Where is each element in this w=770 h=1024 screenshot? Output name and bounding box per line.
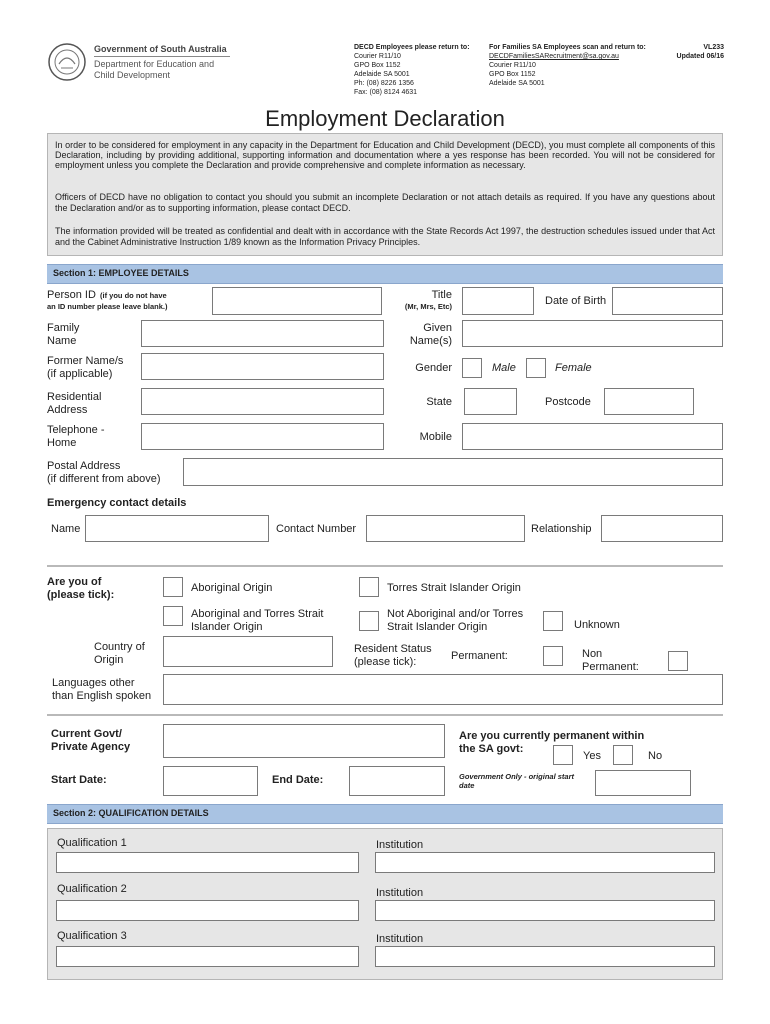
languages-input[interactable]	[163, 674, 723, 705]
gender-label: Gender	[415, 362, 452, 374]
telephone-input[interactable]	[141, 423, 384, 450]
person-id-label: Person ID	[47, 289, 96, 301]
family-name-label-2: Name	[47, 335, 77, 347]
postal-input[interactable]	[183, 458, 723, 486]
neither-origin-checkbox[interactable]	[359, 611, 379, 631]
given-names-label-2: Name(s)	[409, 335, 452, 347]
qualification-3-input[interactable]	[56, 946, 359, 967]
title-note: (Mr, Mrs, Etc)	[404, 302, 452, 311]
logo-line3: Child Development	[94, 70, 171, 80]
origin-question-1: Are you of	[47, 576, 102, 588]
institution-3-input[interactable]	[375, 946, 715, 967]
emergency-relationship-input[interactable]	[601, 515, 723, 542]
country-label	[94, 641, 145, 667]
qualification-2-label: Qualification 2	[57, 883, 127, 895]
agency-label-1: Current Govt/	[51, 728, 122, 740]
languages-label-1: Languages other	[52, 677, 135, 689]
family-name-input[interactable]	[141, 320, 384, 347]
govt-only-note-1: Government Only - original start	[459, 772, 575, 781]
resident-status-label-2: (please tick):	[354, 656, 417, 668]
families-email-link[interactable]: DECDFamiliesSARecruitment@sa.gov.au	[489, 53, 619, 60]
residential-label-2: Address	[47, 404, 88, 416]
former-name-input[interactable]	[141, 353, 384, 380]
postcode-label: Postcode	[545, 396, 591, 408]
decd-line: GPO Box 1152	[354, 62, 401, 69]
emergency-contact-input[interactable]	[366, 515, 525, 542]
both-origin-label-2: Islander Origin	[191, 621, 263, 633]
decd-line: Courier R11/10	[354, 53, 401, 60]
both-origin-checkbox[interactable]	[163, 606, 183, 626]
agency-input[interactable]	[163, 724, 445, 758]
permanent-checkbox[interactable]	[543, 646, 563, 666]
gender-male-checkbox[interactable]	[462, 358, 482, 378]
permanent-no-label: No	[648, 750, 663, 762]
title-label: Title	[431, 289, 452, 301]
intro-paragraph-3: The information provided will be treated as confidential and dealt with in accordance with the State Records Act 1997, the destruction schedules issued under that Act and the Cabinet Administrative Instruction 1/89 known as the Information Privacy Principles.	[55, 226, 715, 247]
both-origin-label-1: Aboriginal and Torres Strait	[191, 608, 324, 620]
aboriginal-checkbox[interactable]	[163, 577, 183, 597]
agency-label-2: Private Agency	[51, 741, 131, 753]
dob-label: Date of Birth	[545, 295, 607, 307]
postal-label	[47, 460, 161, 486]
given-names-label-1: Given	[423, 322, 452, 334]
end-date-label: End Date:	[272, 774, 324, 786]
family-name-label-1: Family	[47, 322, 80, 334]
decd-line: Adelaide SA 5001	[354, 71, 410, 78]
govt-start-date-input[interactable]	[595, 770, 691, 796]
qualification-2-input[interactable]	[56, 900, 359, 921]
emergency-contact-label: Contact Number	[276, 523, 357, 535]
telephone-label	[47, 424, 105, 450]
languages-label-2: than English spoken	[52, 690, 152, 702]
non-permanent-label	[582, 648, 639, 674]
family-name-label	[47, 322, 79, 348]
decd-line: Fax: (08) 8124 4631	[354, 89, 418, 96]
qualification-3-label: Qualification 3	[57, 930, 127, 942]
permanent-no-checkbox[interactable]	[613, 745, 633, 765]
govt-only-note-2: date	[459, 781, 475, 790]
origin-question	[47, 576, 114, 602]
section1-header	[47, 264, 723, 284]
section2-title: Section 2: QUALIFICATION DETAILS	[53, 808, 209, 818]
neither-origin-label	[387, 608, 523, 634]
permanent-question-1: Are you currently permanent within	[459, 730, 645, 742]
logo-line2: Department for Education and	[94, 59, 215, 69]
form-updated: Updated 06/16	[676, 53, 724, 60]
tsi-checkbox[interactable]	[359, 577, 379, 597]
unknown-origin-checkbox[interactable]	[543, 611, 563, 631]
both-origin-label	[191, 608, 323, 634]
decd-line: Ph: (08) 8226 1356	[354, 80, 414, 87]
postal-label-2: (if different from above)	[47, 473, 161, 485]
emergency-heading: Emergency contact details	[47, 497, 187, 509]
permanent-yes-label: Yes	[583, 750, 601, 762]
former-name-label	[47, 355, 123, 381]
institution-3-label: Institution	[376, 933, 424, 945]
postal-label-1: Postal Address	[47, 460, 121, 472]
intro-box	[47, 133, 723, 256]
title-input[interactable]	[462, 287, 534, 315]
gender-female-checkbox[interactable]	[526, 358, 546, 378]
languages-label	[52, 677, 151, 703]
end-date-input[interactable]	[349, 766, 445, 796]
former-name-label-2: (if applicable)	[47, 368, 113, 380]
government-logo	[47, 42, 237, 82]
resident-status-label	[354, 643, 432, 669]
state-input[interactable]	[464, 388, 517, 415]
start-date-input[interactable]	[163, 766, 258, 796]
sa-government-seal-icon	[47, 42, 89, 82]
mobile-input[interactable]	[462, 423, 723, 450]
residential-label-1: Residential	[47, 391, 102, 403]
section2-header	[47, 804, 723, 824]
decd-return-title: DECD Employees please return to:	[354, 44, 470, 51]
person-id-note	[100, 291, 167, 300]
unknown-origin-label: Unknown	[574, 619, 620, 631]
non-permanent-label-1: Non	[582, 648, 603, 660]
start-date-label: Start Date:	[51, 774, 107, 786]
former-name-label-1: Former Name/s	[47, 355, 124, 367]
postcode-input[interactable]	[604, 388, 694, 415]
non-permanent-label-2: Permanent:	[582, 661, 639, 673]
resident-status-label-1: Resident Status	[354, 643, 432, 655]
families-line: GPO Box 1152	[489, 71, 536, 78]
neither-origin-label-2: Strait Islander Origin	[387, 621, 488, 633]
permanent-yes-checkbox[interactable]	[553, 745, 573, 765]
residential-label	[47, 391, 101, 417]
dob-input[interactable]	[612, 287, 723, 315]
person-id-note-1: (if you do not have	[100, 291, 167, 300]
page-title: Employment Declaration	[265, 106, 505, 131]
institution-2-input[interactable]	[375, 900, 715, 921]
gender-male-label: Male	[492, 362, 516, 374]
families-line: Adelaide SA 5001	[489, 80, 545, 87]
aboriginal-label: Aboriginal Origin	[191, 582, 273, 594]
non-permanent-checkbox[interactable]	[668, 651, 688, 671]
intro-paragraph-2: Officers of DECD have no obligation to contact you should you submit an incomplete Declaration or not attach details as required. If you have any questions about the Declaration and/or as to supporting information, please contact DECD.	[55, 192, 715, 213]
divider	[47, 565, 723, 567]
emergency-name-label: Name	[51, 523, 81, 535]
govt-only-note	[459, 772, 574, 790]
country-label-1: Country of	[94, 641, 145, 653]
neither-origin-label-1: Not Aboriginal and/or Torres	[387, 608, 524, 620]
decd-return-address	[354, 43, 489, 97]
residential-input[interactable]	[141, 388, 384, 415]
institution-2-label: Institution	[376, 887, 424, 899]
divider	[47, 714, 723, 716]
given-names-input[interactable]	[462, 320, 723, 347]
section1-title: Section 1: EMPLOYEE DETAILS	[53, 268, 189, 278]
person-id-note-2: an ID number please leave blank.)	[47, 302, 168, 311]
origin-question-2: (please tick):	[47, 589, 115, 601]
permanent-question-2: the SA govt:	[459, 743, 524, 755]
families-return-title: For Families SA Employees scan and return to:	[489, 44, 646, 51]
form-code: VL233	[703, 44, 724, 51]
emergency-relationship-label: Relationship	[531, 523, 592, 535]
state-label: State	[426, 396, 452, 408]
logo-divider	[94, 56, 230, 57]
person-id-input[interactable]	[212, 287, 382, 315]
telephone-label-1: Telephone -	[47, 424, 105, 436]
institution-1-input[interactable]	[375, 852, 715, 873]
permanent-label: Permanent:	[451, 650, 508, 662]
families-line: Courier R11/10	[489, 62, 536, 69]
given-names-label	[392, 322, 452, 348]
emergency-name-input[interactable]	[85, 515, 269, 542]
logo-line1: Government of South Australia	[94, 44, 227, 54]
qualification-1-input[interactable]	[56, 852, 359, 873]
country-label-2: Origin	[94, 654, 124, 666]
families-return-address	[489, 43, 674, 88]
gender-female-label: Female	[555, 362, 592, 374]
country-input[interactable]	[163, 636, 333, 667]
tsi-label: Torres Strait Islander Origin	[387, 582, 521, 594]
qualification-1-label: Qualification 1	[57, 837, 127, 849]
institution-1-label: Institution	[376, 839, 424, 851]
telephone-label-2: Home	[47, 437, 77, 449]
qualifications-panel	[47, 828, 723, 980]
mobile-label: Mobile	[419, 431, 452, 443]
agency-label	[51, 728, 130, 754]
intro-paragraph-1: In order to be considered for employment in any capacity in the Department for Education and Child Development (DECD), you must complete all components of this Declaration, including by providing additional, supporting information and documentation where a yes response has been recorded. You will not be considered for employment unless you complete the Declaration and provide comprehensive and complete information as necessary.	[55, 140, 715, 170]
